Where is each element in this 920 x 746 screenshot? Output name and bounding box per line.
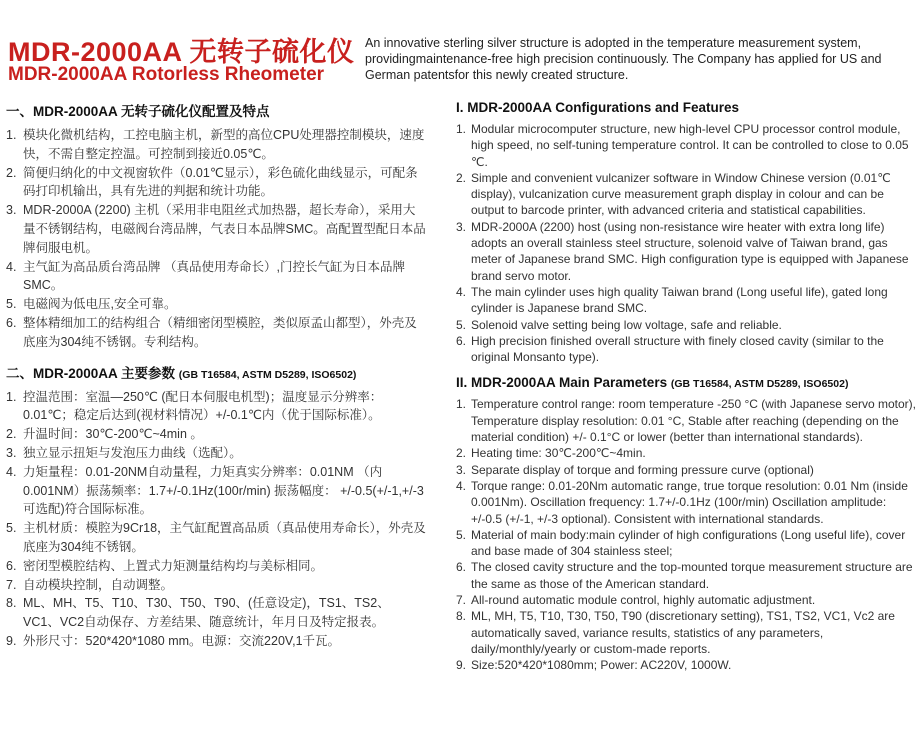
item-number: 6. — [6, 558, 17, 573]
item-text: 自动模块控制，自动调整。 — [23, 577, 174, 592]
list-item — [456, 284, 916, 317]
item-number: 3. — [6, 203, 17, 218]
item-number: 6. — [456, 560, 467, 575]
config-list-en — [456, 121, 916, 365]
item-number: 1. — [456, 122, 467, 136]
list-item — [6, 632, 426, 651]
list-item — [456, 445, 916, 461]
item-text: 控温范围：室温—250℃ (配日本伺服电机型)；温度显示分辨率：0.01℃；稳定后达到(视材料情况）+/-0.1℃内（优于国际标准）。 — [23, 389, 383, 423]
section-title-params-en — [456, 375, 916, 390]
list-item — [456, 462, 916, 478]
item-number: 2. — [456, 170, 467, 185]
item-text: Solenoid valve setting being low voltage, safe and reliable. — [471, 317, 782, 332]
list-item — [6, 295, 426, 314]
english-column — [456, 100, 916, 684]
item-number: 1. — [6, 128, 17, 142]
item-text: All-round automatic module control, highly automatic adjustment. — [471, 593, 816, 608]
item-text: 力矩量程：0.01-20NM自动量程，力矩真实分辨率：0.01NM （内0.001NM）振荡频率：1.7+/-0.1Hz(100r/min) 振荡幅度： +/-0.5(+/-1,+/-3可选配)符合国际标准。 — [23, 464, 424, 517]
item-text: Material of main body:main cylinder of high configurations (Long useful life), cover and base made of 304 stainless steel; — [471, 527, 906, 559]
item-number: 2. — [456, 446, 467, 461]
list-item — [456, 170, 916, 219]
item-number: 3. — [456, 462, 467, 477]
item-text: Simple and convenient vulcanizer software in Window Chinese version (0.01℃ display), vulcanization curve measurement graph display in colour and can be output to barcode printer, with advanced criteria and statistical capabilities. — [471, 170, 891, 218]
chinese-column — [6, 100, 426, 661]
item-text: Separate display of torque and forming pressure curve (optional) — [471, 462, 814, 477]
standards-en: (GB T16584, ASTM D5289, ISO6502) — [670, 378, 849, 391]
item-text: Heating time: 30℃-200℃~4min. — [471, 446, 646, 461]
item-text: 电磁阀为低电压,安全可靠。 — [23, 297, 177, 312]
item-text: High precision finished overall structure with finely closed cavity (similar to the original Monsanto type). — [471, 333, 884, 365]
config-list-cn — [6, 126, 426, 352]
list-item — [6, 594, 426, 632]
item-number: 4. — [6, 259, 17, 274]
params-list-cn — [6, 388, 426, 651]
list-item — [6, 388, 426, 426]
list-item — [456, 592, 916, 608]
item-number: 7. — [6, 577, 17, 592]
section-title-config-cn: 一、MDR-2000AA 无转子硫化仪配置及特点 — [6, 104, 270, 119]
item-text: Torque range: 0.01-20Nm automatic range, true torque resolution: 0.01 Nm (inside 0.001Nm). Oscillation frequency: 1.7+/-0.1Hz (100r/min) Oscillation amplitude: +/-0.5 (+/-1, +/-3 optional). Consistent with international standards. — [471, 478, 908, 526]
list-item — [456, 396, 916, 445]
item-number: 3. — [6, 445, 17, 460]
list-item — [456, 478, 916, 527]
item-number: 5. — [456, 527, 467, 542]
item-text: ML、MH、T5、T10、T30、T50、T90、(任意设定)，TS1、TS2、VC1、VC2自动保存、方差结果、随意统计，年月日及特定报表。 — [23, 596, 390, 630]
item-text: The closed cavity structure and the top-mounted torque measurement structure are the same as those of the American standard. — [471, 560, 913, 591]
product-title-english: MDR-2000AA Rotorless Rheometer — [8, 64, 325, 85]
list-item — [6, 463, 426, 519]
item-number: 6. — [456, 333, 467, 348]
list-item — [6, 425, 426, 444]
list-item — [456, 608, 916, 657]
list-item — [6, 258, 426, 296]
item-text: 密闭型模腔结构、上置式力矩测量结构均与美标相同。 — [23, 558, 324, 573]
list-item — [6, 126, 426, 164]
item-text: Size:520*420*1080mm; Power: AC220V, 1000W. — [471, 658, 732, 673]
list-item — [6, 201, 426, 257]
list-item — [456, 559, 916, 592]
item-number: 5. — [6, 521, 17, 536]
item-text: ML, MH, T5, T10, T30, T50, T90 (discretionary setting), TS1, TS2, VC1, Vc2 are automatically saved, variance results, statistics of any parameters, daily/monthly/yearly or custom-made reports. — [471, 609, 895, 656]
item-number: 9. — [6, 633, 17, 648]
item-text: 独立显示扭矩与发泡压力曲线（选配）。 — [23, 445, 242, 460]
item-number: 9. — [456, 658, 467, 673]
item-number: 7. — [456, 593, 467, 608]
item-text: 外形尺寸：520*420*1080 mm。电源：交流220V,1千瓦。 — [23, 633, 341, 648]
list-item — [456, 657, 916, 673]
section-title-params-cn — [6, 362, 426, 382]
list-item — [456, 219, 916, 284]
list-item — [6, 576, 426, 595]
item-text: 简便归纳化的中文视窗软件（0.01℃显示），彩色硫化曲线显示，可配条码打印机输出，具有先进的判据和统计功能。 — [23, 165, 418, 199]
item-text: 主气缸为高品质台湾品牌 （真品使用寿命长）,门控长气缸为日本品牌SMC。 — [23, 259, 405, 293]
item-number: 6. — [6, 315, 17, 330]
item-text: MDR-2000A (2200) host (using non-resistance wire heater with extra long life) adopts an overall stainless steel structure, solenoid valve of Taiwan brand, gas meter of Japanese brand SMC. High configuration type is equipped with Japanese brand servo motor. — [471, 219, 909, 283]
list-item — [6, 519, 426, 557]
item-text: 模块化微机结构，工控电脑主机，新型的高位CPU处理器控制模块，速度快，不需自整定控温。可控制到接近0.05℃。 — [23, 128, 425, 161]
list-item — [456, 333, 916, 366]
section-title-params-en-text: II. MDR-2000AA Main Parameters — [456, 375, 668, 391]
list-item — [456, 527, 916, 560]
item-number: 8. — [456, 609, 467, 624]
item-number: 4. — [456, 478, 467, 493]
item-number: 2. — [6, 427, 17, 442]
section-title-config-en: I. MDR-2000AA Configurations and Features — [456, 100, 740, 115]
item-text: 升温时间：30℃-200℃~4min 。 — [23, 427, 203, 442]
standards-cn: (GB T16584, ASTM D5289, ISO6502) — [178, 368, 357, 381]
list-item — [6, 557, 426, 576]
list-item — [6, 444, 426, 463]
intro-paragraph: An innovative sterling silver structure is adopted in the temperature measurement system, providingmaintenance-free high precision continuously. The Company has applied for US and German patentsfor this newly created structure. — [365, 36, 882, 82]
item-number: 1. — [6, 389, 17, 404]
item-text: 整体精细加工的结构组合（精细密闭型模腔，类似原孟山都型），外壳及底座为304纯不锈钢。专利结构。 — [23, 315, 417, 349]
item-number: 3. — [456, 219, 467, 234]
list-item — [6, 164, 426, 202]
item-text: Modular microcomputer structure, new high-level CPU processor control module, high speed, no self-tuning temperature control. It can be controlled to close to 0.05 ℃. — [471, 122, 909, 169]
item-number: 4. — [6, 464, 17, 479]
list-item — [6, 314, 426, 352]
item-number: 4. — [456, 284, 467, 299]
item-number: 5. — [456, 317, 467, 332]
item-text: 主机材质：模腔为9Cr18，主气缸配置高品质（真品使用寿命长），外壳及底座为304纯不锈钢。 — [23, 521, 426, 554]
item-number: 8. — [6, 596, 17, 611]
product-title-chinese: MDR-2000AA 无转子硫化仪 — [8, 37, 355, 67]
list-item — [456, 317, 916, 333]
item-number: 1. — [456, 397, 467, 412]
item-number: 5. — [6, 297, 17, 312]
item-text: MDR-2000A (2200) 主机（采用非电阻丝式加热器，超长寿命），采用大量不锈钢结构，电磁阀台湾品牌，气表日本品牌SMC。高配置型配日本品牌伺服电机。 — [23, 203, 426, 255]
params-list-en — [456, 396, 916, 673]
list-item — [456, 121, 916, 170]
section-title-params-cn-text: 二、MDR-2000AA 主要参数 — [6, 365, 176, 381]
item-text: Temperature control range: room temperature -250 °C (with Japanese servo motor), Temperature display resolution: 0.01 °C, Stable after reaching (depending on the material condition) +/- 0.1°C or lower (better than international standards). — [471, 397, 916, 445]
item-number: 2. — [6, 165, 17, 180]
item-text: The main cylinder uses high quality Taiwan brand (Long useful life), gated long cylinder is Japanese brand SMC. — [471, 284, 888, 316]
